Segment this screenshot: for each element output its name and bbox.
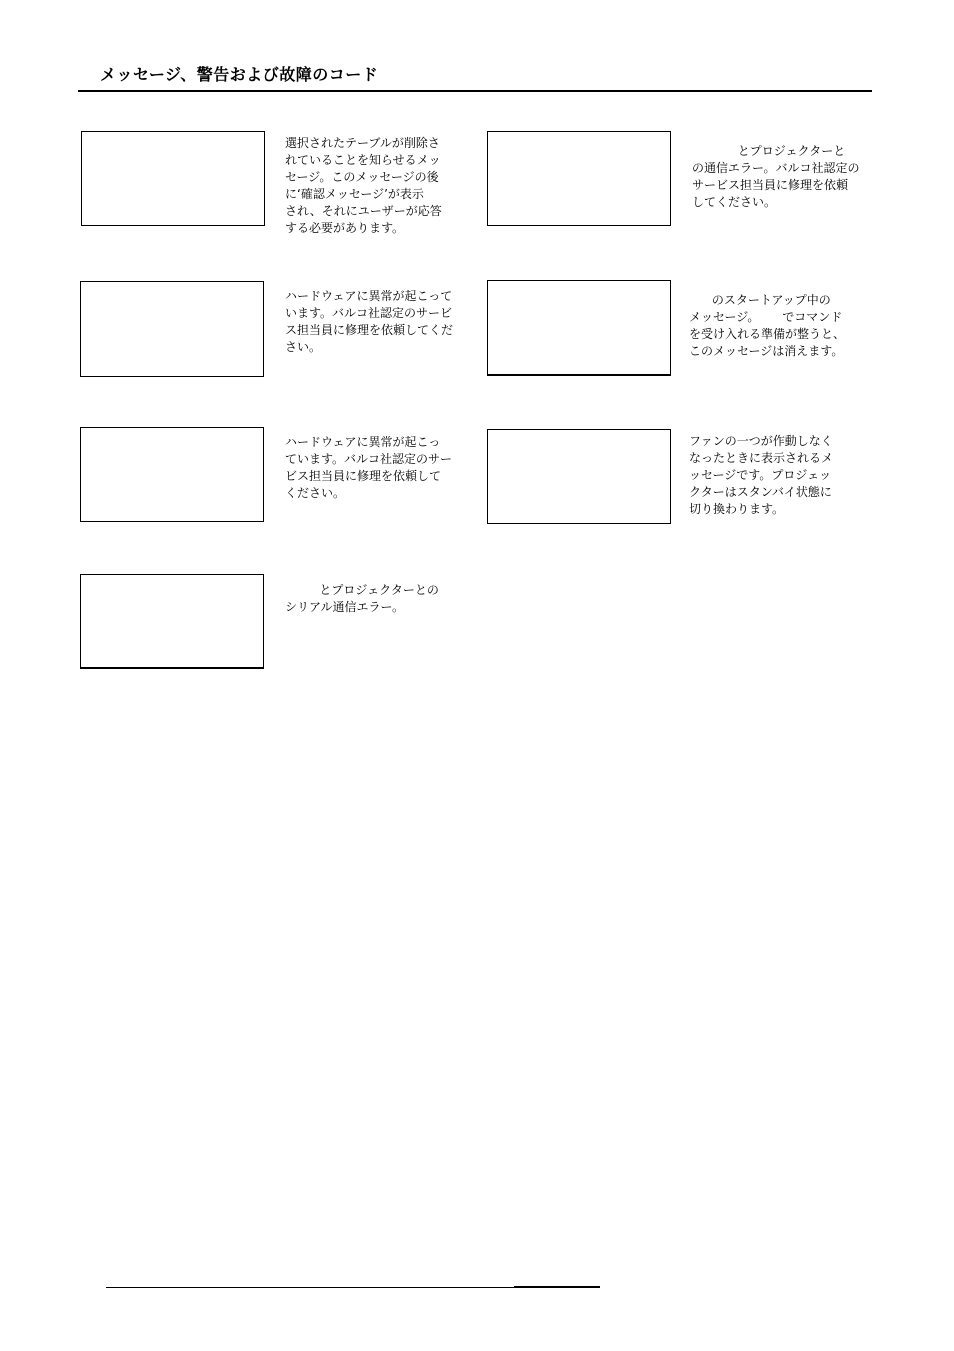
message-display-box xyxy=(487,280,671,376)
message-description: とプロジェクターと の通信エラー。バルコ社認定の サービス担当員に修理を依頼 してください。 xyxy=(692,144,860,209)
message-description: とプロジェクターとの シリアル通信エラー。 xyxy=(285,583,439,614)
message-description: ハードウェアに異常が起こって います。バルコ社認定のサービ ス担当員に修理を依頼してくだ さい。 xyxy=(285,289,454,354)
message-display-box xyxy=(487,429,671,524)
footer-rule xyxy=(318,1287,514,1288)
message-description: ファンの一つが作動しなく なったときに表示されるメ ッセージです。プロジェッ クターはスタンバイ状態に 切り換わります。 xyxy=(689,434,834,516)
message-description: 選択されたテーブルが削除さ れていることを知らせるメッ セージ。このメッセージの後 に‘確認メッセージ’が表示 され、それにユーザーが応答 する必要があります。 xyxy=(285,136,442,235)
footer-rule xyxy=(106,1287,318,1288)
message-display-box xyxy=(487,131,671,226)
message-display-box xyxy=(80,427,264,522)
message-description: ハードウェアに異常が起こっ ています。バルコ社認定のサー ビス担当員に修理を依頼して ください。 xyxy=(285,435,453,500)
message-display-box xyxy=(80,281,264,377)
message-display-box xyxy=(81,131,265,226)
header-rule xyxy=(78,90,872,92)
message-display-box xyxy=(80,574,264,669)
message-description: のスタートアップ中の メッセージ。 でコマンド を受け入れる準備が整うと、 このメッセージは消えます。 xyxy=(689,293,846,358)
footer-rule xyxy=(514,1286,600,1288)
page-title: メッセージ、警告および故障のコード xyxy=(100,65,379,84)
